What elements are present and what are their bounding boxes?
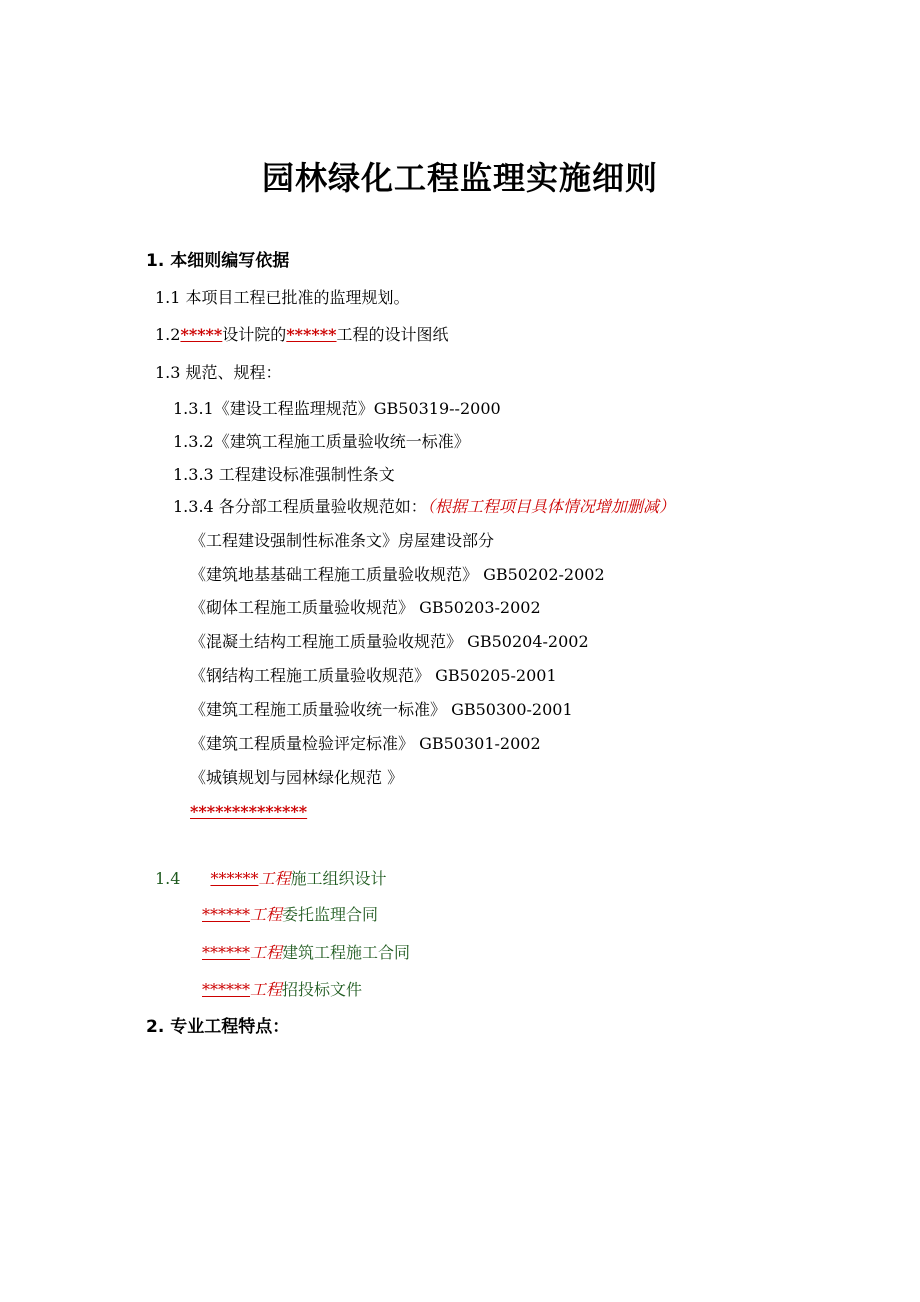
item-1-4-text: 招投标文件 (282, 980, 363, 999)
standard-item: 《混凝土结构工程施工质量验收规范》 GB50204-2002 (190, 632, 589, 651)
standard-item: 《建筑工程质量检验评定标准》 GB50301-2002 (190, 734, 541, 753)
item-1-4-row (202, 982, 362, 998)
standard-item: 《钢结构工程施工质量验收规范》 GB50205-2001 (190, 666, 557, 685)
italic-project-word: 工程 (258, 869, 291, 888)
item-1-2-text-b: 工程的设计图纸 (336, 325, 449, 344)
item-1-3-4-text: 1.3.4 各分部工程质量验收规范如： (173, 497, 427, 516)
italic-project-word: 工程 (250, 980, 283, 999)
section-1-heading: 1. 本细则编写依据 (146, 251, 290, 271)
standard-item: 《建筑工程施工质量验收统一标准》 GB50300-2001 (190, 700, 573, 719)
item-1-4 (155, 871, 386, 887)
item-1-3-3: 1.3.3 工程建设标准强制性条文 (173, 465, 395, 484)
item-1-3-1: 1.3.1《建设工程监理规范》GB50319--2000 (173, 399, 501, 418)
standard-item: 《城镇规划与园林绿化规范 》 (190, 768, 404, 787)
placeholder-stars: ***** (180, 325, 223, 344)
item-1-2-number: 1.2 (155, 325, 181, 344)
item-1-3-4 (173, 499, 675, 515)
item-1-3: 1.3 规范、规程： (155, 363, 282, 382)
item-1-3-2: 1.3.2《建筑工程施工质量验收统一标准》 (173, 432, 470, 451)
section-2-heading: 2. 专业工程特点： (146, 1017, 290, 1037)
item-1-4-number: 1.4 (155, 869, 181, 888)
item-1-2 (155, 327, 449, 343)
placeholder-stars: ****** (202, 905, 250, 924)
standard-item: 《工程建设强制性标准条文》房屋建设部分 (190, 531, 495, 550)
document-title: 园林绿化工程监理实施细则 (261, 159, 658, 197)
italic-project-word: 工程 (250, 905, 283, 924)
standard-item: 《砌体工程施工质量验收规范》 GB50203-2002 (190, 598, 541, 617)
item-1-4-text: 施工组织设计 (290, 869, 387, 888)
item-1-4-text: 建筑工程施工合同 (282, 943, 411, 962)
placeholder-stars: ****** (210, 869, 259, 888)
item-1-1: 1.1 本项目工程已批准的监理规划。 (155, 288, 410, 307)
item-1-4-row (202, 945, 410, 961)
placeholder-stars: ************** (190, 802, 308, 821)
italic-project-word: 工程 (250, 943, 283, 962)
item-1-3-4-note: （根据工程项目具体情况增加删减） (426, 497, 675, 516)
placeholder-stars: ****** (202, 980, 250, 999)
item-1-4-text: 委托监理合同 (282, 905, 379, 924)
placeholder-stars: ****** (286, 325, 337, 344)
standard-item: 《建筑地基基础工程施工质量验收规范》 GB50202-2002 (190, 565, 605, 584)
item-1-4-row (202, 907, 378, 923)
placeholder-stars: ****** (202, 943, 250, 962)
item-1-2-text-a: 设计院的 (222, 325, 287, 344)
